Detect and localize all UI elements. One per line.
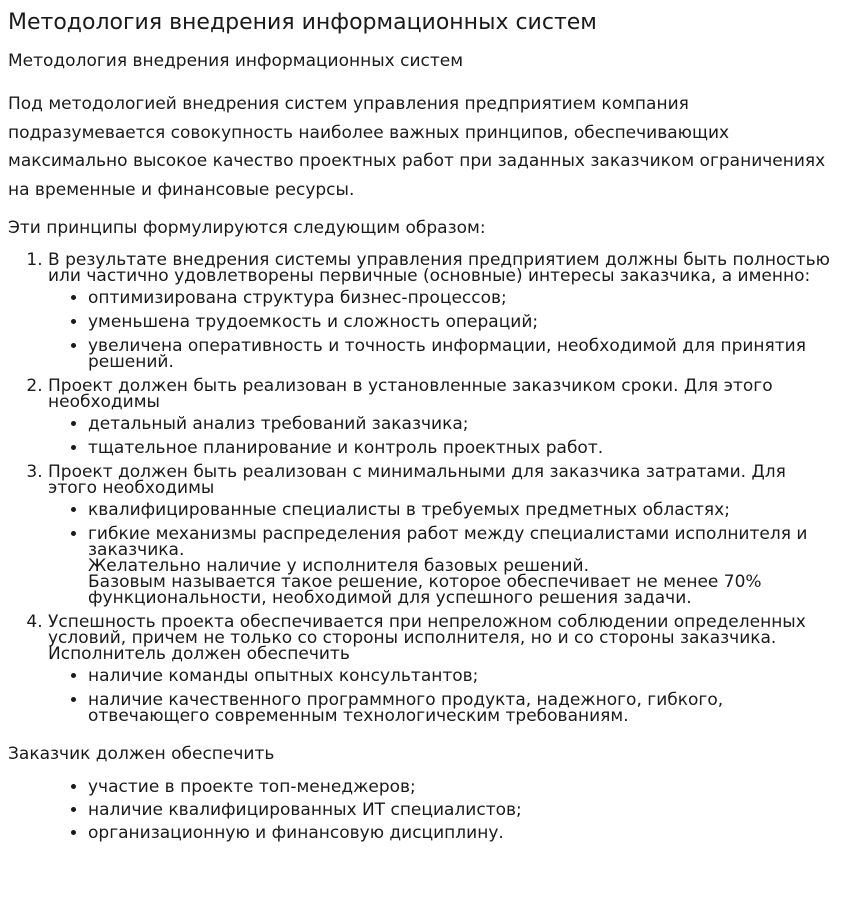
sublist-item-text: • детальный анализ требований заказчика;: [88, 414, 469, 434]
sublist-item-text: • наличие качественного программного продукта, надежного, гибкого, отвечающего современным технологическим требованиям.: [88, 690, 724, 726]
sublist-item: [88, 290, 839, 306]
sublist-item-text: • гибкие механизмы распределения работ между специалистами исполнителя и заказчика.: [88, 524, 808, 560]
customer-item: • наличие квалифицированных ИТ специалистов;: [88, 799, 839, 822]
principles-list: [8, 252, 839, 724]
principle-sublist: [48, 502, 839, 606]
sublist-item: [88, 502, 839, 518]
principles-lead: Эти принципы формулируются следующим образом:: [8, 218, 486, 238]
sublist-item: [88, 416, 839, 432]
principle-item: [48, 252, 839, 370]
sublist-item: [88, 440, 839, 456]
sublist-item-text: • наличие команды опытных консультантов;: [88, 666, 479, 686]
sublist-item: [88, 668, 839, 684]
principle-text: Успешность проекта обеспечивается при непреложном соблюдении определенных условий, причем не только со стороны исполнителя, но и со стороны заказчика. Исполнитель должен обеспечить: [48, 612, 806, 664]
intro-paragraph: Под методологией внедрения систем управления предприятием компания подразумевается совокупность наиболее важных принципов, обеспечивающих максимально высокое качество проектных работ при заданных заказчиком ограничениях на временные и финансовые ресурсы.: [8, 94, 826, 200]
principle-text: В результате внедрения системы управления предприятием должны быть полностью или частично удовлетворены первичные (основные) интересы заказчика, а именно:: [48, 250, 830, 286]
customer-item: • организационную и финансовую дисциплину.: [88, 822, 839, 845]
principle-item: [48, 464, 839, 606]
subtitle: Методология внедрения информационных систем: [8, 51, 464, 71]
principle-item: [48, 378, 839, 456]
customer-lead: Заказчик должен обеспечить: [8, 744, 275, 764]
sublist-item-text: • оптимизирована структура бизнес-процессов;: [88, 288, 507, 308]
sublist-item-text: • увеличена оперативность и точность информации, необходимой для принятия решений.: [88, 336, 806, 372]
principle-item: [48, 614, 839, 724]
principle-text: Проект должен быть реализован с минимальными для заказчика затратами. Для этого необходимы: [48, 462, 786, 498]
sublist-item: [88, 692, 839, 724]
sublist-item-text: • квалифицированные специалисты в требуемых предметных областях;: [88, 500, 730, 520]
sublist-item: [88, 526, 839, 606]
customer-item: • участие в проекте топ-менеджеров;: [88, 776, 839, 799]
sublist-item-text: Желательно наличие у исполнителя базовых решений.: [88, 556, 590, 576]
sublist-item: [88, 338, 839, 370]
page-title: Методология внедрения информационных систем: [8, 10, 597, 35]
sublist-item-text: • тщательное планирование и контроль проектных работ.: [88, 438, 604, 458]
sublist-item-text: Базовым называется такое решение, которое обеспечивает не менее 70% функциональности, необходимой для успешного решения задачи.: [88, 572, 762, 608]
customer-list: [8, 776, 839, 845]
sublist-item: [88, 314, 839, 330]
principle-sublist: [48, 668, 839, 724]
principle-text: Проект должен быть реализован в установленные заказчиком сроки. Для этого необходимы: [48, 376, 773, 412]
principle-sublist: [48, 290, 839, 370]
sublist-item-text: • уменьшена трудоемкость и сложность операций;: [88, 312, 539, 332]
principle-sublist: [48, 416, 839, 456]
